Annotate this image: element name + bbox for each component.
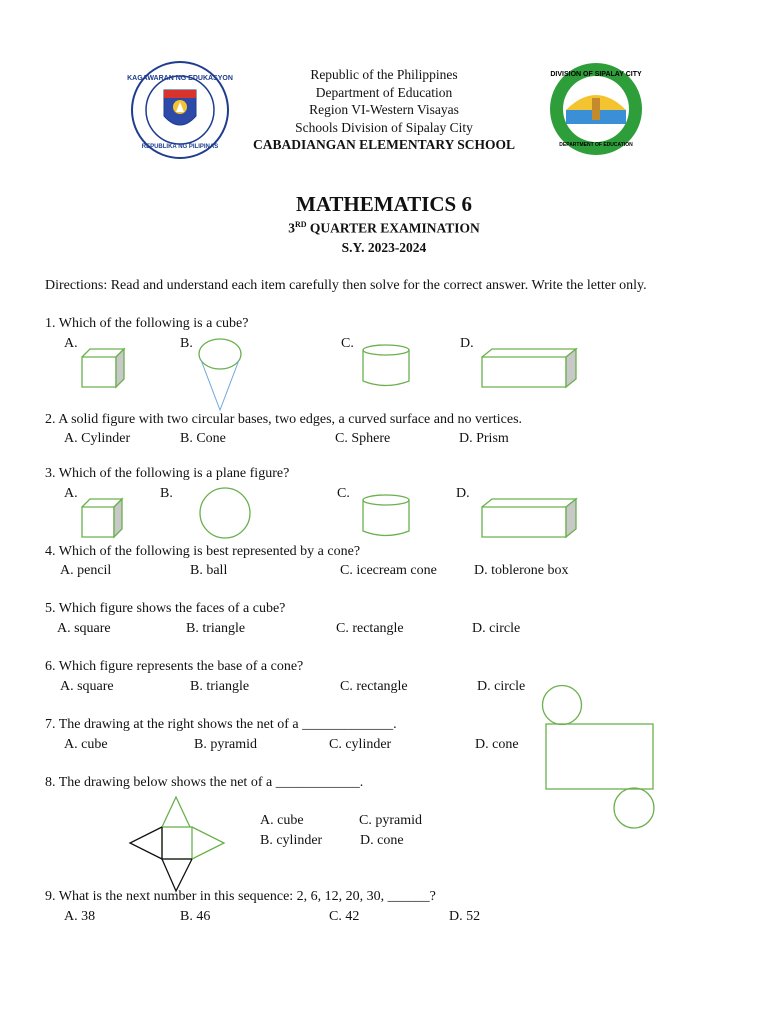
cylinder-shape xyxy=(362,343,412,389)
q3-choice-b: B. xyxy=(160,486,173,501)
q1-choice-b: B. xyxy=(180,336,193,351)
q5-choice-a: A. square xyxy=(57,621,111,636)
q1-choice-c: C. xyxy=(341,336,354,351)
quarter-number: 3 xyxy=(288,220,295,236)
q6-choice-c: C. rectangle xyxy=(340,679,408,694)
q5-choice-b: B. triangle xyxy=(186,621,246,636)
header-line-2: Department of Education xyxy=(315,85,453,100)
q7-choice-b: B. pyramid xyxy=(194,737,257,752)
q7-choice-d: D. cone xyxy=(475,737,519,752)
question-4: 4. Which of the following is best represented by a cone? xyxy=(45,544,361,559)
question-3: 3. Which of the following is a plane figure? xyxy=(45,466,290,481)
q8-choice-a: A. cube xyxy=(260,813,304,828)
q4-choice-c: C. icecream cone xyxy=(340,563,437,578)
q4-choice-a: A. pencil xyxy=(60,563,112,578)
quarter-suffix: RD xyxy=(294,220,307,229)
svg-text:KAGAWARAN NG EDUKASYON: KAGAWARAN NG EDUKASYON xyxy=(127,75,233,82)
svg-text:DEPARTMENT OF EDUCATION: DEPARTMENT OF EDUCATION xyxy=(559,142,633,148)
q1-choice-d: D. xyxy=(460,336,474,351)
q2-choice-d: D. Prism xyxy=(459,431,509,446)
q5-choice-c: C. rectangle xyxy=(336,621,404,636)
q9-choice-d: D. 52 xyxy=(449,909,481,924)
rectangular-prism-shape xyxy=(480,347,578,389)
q7-choice-c: C. cylinder xyxy=(329,737,392,752)
q8-choice-c: C. pyramid xyxy=(359,813,422,828)
cube-shape xyxy=(80,497,126,539)
circle-shape xyxy=(197,487,253,539)
header-line-1: Republic of the Philippines xyxy=(310,67,458,82)
rectangular-prism-shape xyxy=(480,497,578,539)
cube-shape xyxy=(80,347,126,389)
q4-choice-d: D. toblerone box xyxy=(474,563,569,578)
question-7: 7. The drawing at the right shows the net of a _____________. xyxy=(45,717,397,732)
question-6: 6. Which figure represents the base of a cone? xyxy=(45,659,304,674)
q2-choice-b: B. Cone xyxy=(180,431,226,446)
q7-choice-a: A. cube xyxy=(64,737,108,752)
exam-quarter xyxy=(0,220,768,237)
header-line-3: Region VI-Western Visayas xyxy=(309,102,459,117)
exam-subject: MATHEMATICS 6 xyxy=(296,192,472,216)
question-5: 5. Which figure shows the faces of a cube? xyxy=(45,601,286,616)
q6-choice-b: B. triangle xyxy=(190,679,250,694)
pyramid-net-shape xyxy=(128,795,228,893)
svg-text:REPUBLIKA NG PILIPINAS: REPUBLIKA NG PILIPINAS xyxy=(141,144,219,150)
q9-choice-b: B. 46 xyxy=(180,909,211,924)
quarter-label: QUARTER EXAMINATION xyxy=(306,220,480,236)
q3-choice-a: A. xyxy=(64,486,78,501)
question-2: 2. A solid figure with two circular bases, two edges, a curved surface and no vertices. xyxy=(45,412,523,427)
question-1: 1. Which of the following is a cube? xyxy=(45,316,249,331)
school-year: S.Y. 2023-2024 xyxy=(341,240,427,255)
q9-choice-c: C. 42 xyxy=(329,909,360,924)
q2-choice-a: A. Cylinder xyxy=(64,431,131,446)
q3-choice-d: D. xyxy=(456,486,470,501)
q6-choice-a: A. square xyxy=(60,679,114,694)
q8-choice-b: B. cylinder xyxy=(260,833,323,848)
cylinder-net-shape xyxy=(540,685,658,831)
cone-shape xyxy=(198,338,244,412)
cylinder-shape xyxy=(362,493,412,539)
q8-choice-d: D. cone xyxy=(360,833,404,848)
directions: Directions: Read and understand each item carefully then solve for the correct answer. Write the letter only. xyxy=(45,278,647,293)
q2-choice-c: C. Sphere xyxy=(335,431,391,446)
q3-choice-c: C. xyxy=(337,486,350,501)
question-9: 9. What is the next number in this sequence: 2, 6, 12, 20, 30, ______? xyxy=(45,889,436,904)
question-8: 8. The drawing below shows the net of a ____________. xyxy=(45,775,364,790)
q9-choice-a: A. 38 xyxy=(64,909,96,924)
school-name: CABADIANGAN ELEMENTARY SCHOOL xyxy=(252,137,516,152)
q4-choice-b: B. ball xyxy=(190,563,228,578)
q6-choice-d: D. circle xyxy=(477,679,526,694)
svg-text:DIVISION OF SIPALAY CITY: DIVISION OF SIPALAY CITY xyxy=(550,71,642,78)
q1-choice-a: A. xyxy=(64,336,78,351)
q5-choice-d: D. circle xyxy=(472,621,521,636)
header-line-4: Schools Division of Sipalay City xyxy=(295,120,473,135)
